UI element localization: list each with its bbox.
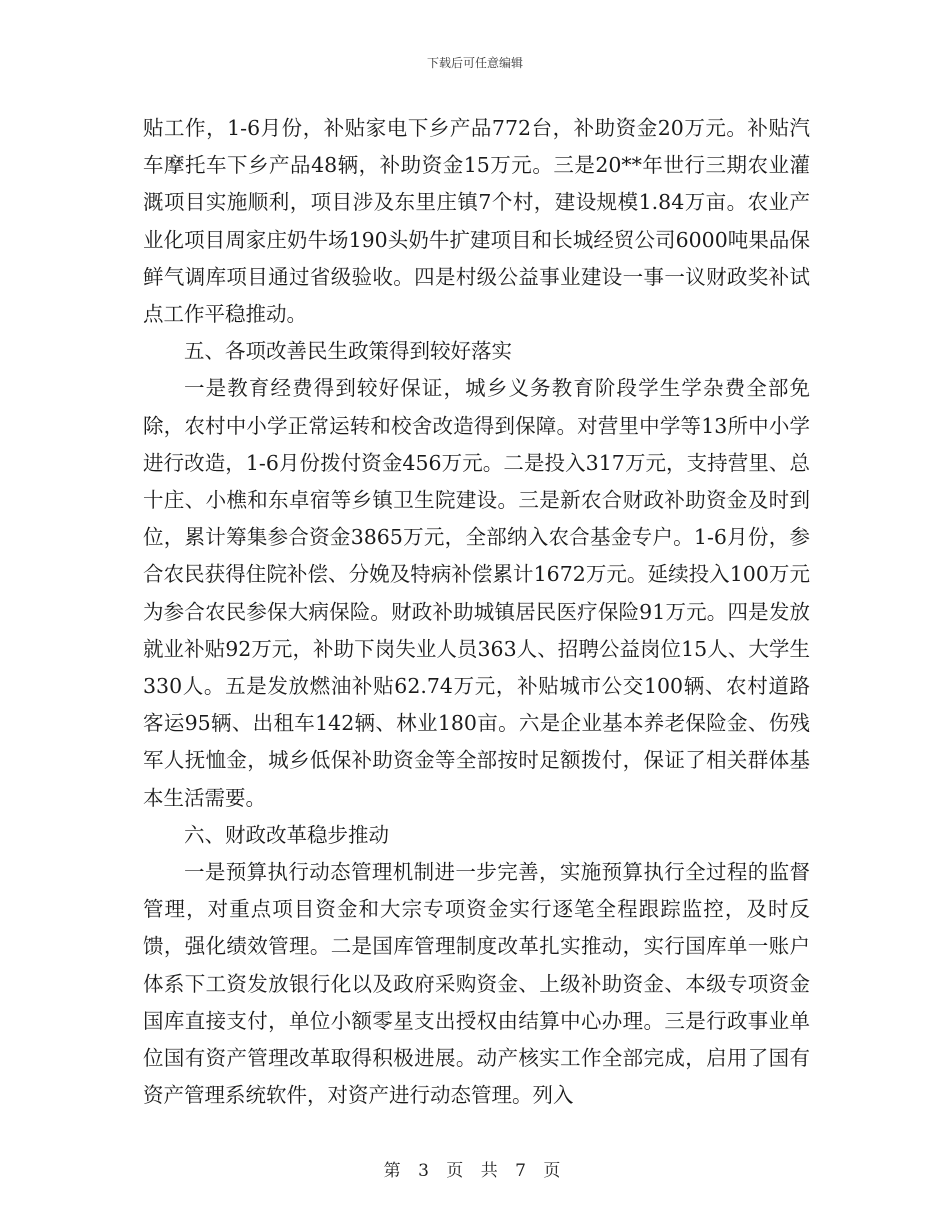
paragraph-livelihood: 一是教育经费得到较好保证，城乡义务教育阶段学生学杂费全部免除，农村中小学正常运转和校舍改造得到保障。对营里中学等13所中小学进行改造，1-6月份拨付资金456万元。二是投入317万元，支持营里、总十庄、小樵和东卓宿等乡镇卫生院建设。三是新农合财政补助资金及时到位，累计筹集参合资金3865万元，全部纳入农合基金专户。1-6月份，参合农民获得住院补偿、分娩及特病补偿累计1672万元。延续投入100万元为参合农民参保大病保险。财政补助城镇居民医疗保险91万元。四是发放就业补贴92万元，补助下岗失业人员363人、招聘公益岗位15人、大学生330人。五是发放燃油补贴62.74万元，补贴城市公交100辆、农村道路客运95辆、出租车142辆、林业180亩。六是企业基本养老保险金、伤残军人抚恤金，城乡低保补助资金等全部按时足额拨付，保证了相关群体基本生活需要。 [143,376,810,810]
document-body [143,110,810,1114]
section-heading-five: 五、各项改善民生政策得到较好落实 [184,339,512,364]
paragraph-reform: 一是预算执行动态管理机制进一步完善，实施预算执行全过程的监督管理，对重点项目资金和大宗专项资金实行逐笔全程跟踪监控，及时反馈，强化绩效管理。二是国库管理制度改革扎实推动，实行国库单一账户体系下工资发放银行化以及政府采购资金、上级补助资金、本级专项资金国库直接支付，单位小额零星支出授权由结算中心办理。三是行政事业单位国有资产管理改革取得积极进展。动产核实工作全部完成，启用了国有资产管理系统软件，对资产进行动态管理。列入 [143,860,810,1108]
paragraph-continuation: 贴工作，1-6月份，补贴家电下乡产品772台，补助资金20万元。补贴汽车摩托车下乡产品48辆，补助资金15万元。三是20**年世行三期农业灌溉项目实施顺利，项目涉及东里庄镇7个村，建设规模1.84万亩。农业产业化项目周家庄奶牛场190头奶牛扩建项目和长城经贸公司6000吨果品保鲜气调库项目通过省级验收。四是村级公益事业建设一事一议财政奖补试点工作平稳推动。 [143,116,810,327]
page-number-footer: 第 3 页 共 7 页 [383,1161,567,1181]
page-header-note: 下载后可任意编辑 [426,56,523,70]
section-heading-six: 六、财政改革稳步推动 [184,822,389,847]
